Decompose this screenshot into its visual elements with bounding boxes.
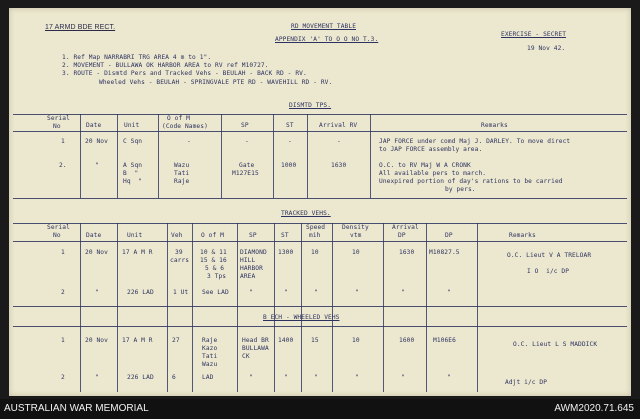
col-header: Date [86, 122, 102, 129]
section-title-tracked: TRACKED VEHS. [281, 210, 331, 217]
table-cell: " [249, 374, 253, 381]
table-cell: " [314, 289, 318, 296]
table-cell: 1400 [278, 337, 294, 344]
table-cell: 27 [172, 337, 180, 344]
col-header: vtm [350, 232, 362, 239]
col-header: O of M [201, 232, 224, 239]
col-header: Veh [171, 232, 183, 239]
col-header: (Code Names) [162, 123, 208, 130]
table-cell: - [288, 138, 292, 145]
table-cell: Hq " [123, 178, 143, 185]
table-cell: 5 & 6 [205, 265, 225, 272]
table-cell: Raje [174, 178, 190, 185]
col-header: ST [281, 232, 289, 239]
table-cell: I O i/c DP [527, 268, 570, 275]
table-cell: - [245, 138, 249, 145]
document-title: RD MOVEMENT TABLE [291, 23, 357, 30]
appendix-title: APPENDIX 'A' TO O O NO T.3. [275, 36, 379, 43]
table-cell: " [249, 289, 253, 296]
table-cell: 226 LAD [127, 374, 154, 381]
table-cell: " [95, 289, 99, 296]
table-cell: 1 [61, 249, 65, 256]
table-cell: M10827.5 [429, 249, 460, 256]
table-cell: DIAMOND [240, 249, 267, 256]
col-header: mih [309, 232, 321, 239]
table-cell: 10 [352, 337, 360, 344]
col-header: Density [342, 224, 369, 231]
table-cell: 2 [61, 289, 65, 296]
archive-name: AUSTRALIAN WAR MEMORIAL [4, 403, 149, 414]
table-cell: 10 & 11 [200, 249, 227, 256]
table-cell: - [187, 138, 191, 145]
war-diary-ref: 17 ARMD BDE RECT. [45, 24, 116, 31]
table-cell: 1 [61, 138, 65, 145]
table-cell: - [337, 138, 341, 145]
classification: EXERCISE - SECRET [501, 31, 567, 38]
document-date: 19 Nov 42. [527, 45, 566, 52]
col-header: No [53, 123, 61, 130]
table-cell: M127E15 [232, 170, 259, 177]
table-cell: " [401, 374, 405, 381]
table-cell: CK [242, 353, 250, 360]
document-page [9, 8, 631, 396]
table-cell: Kazo [202, 345, 218, 352]
table-cell: Unexpired portion of day's rations to be carried [379, 178, 563, 185]
archive-footer [0, 399, 640, 419]
col-header: SP [249, 232, 257, 239]
col-header: Serial [47, 115, 70, 122]
table-cell: " [447, 374, 451, 381]
table-cell: " [355, 374, 359, 381]
table-cell: O.C. Lieut L S MADDICK [513, 341, 598, 348]
table-cell: to JAP FORCE assembly area. [379, 146, 483, 153]
table-cell: 2 [61, 374, 65, 381]
col-header: SP [241, 122, 249, 129]
table-cell: HILL [240, 257, 256, 264]
table-cell: by pers. [445, 186, 476, 193]
table-cell: 20 Nov [85, 249, 108, 256]
col-header: Unit [124, 122, 140, 129]
table-cell: Gate [239, 162, 255, 169]
table-cell: Head BR [242, 337, 269, 344]
ref-line: Wheeled Vehs - BEULAH - SPRINGVALE PTE RD - WAVEHILL RD - RV. [99, 79, 333, 86]
table-cell: 3 Tps [207, 273, 227, 280]
table-cell: Adjt i/c DP [505, 379, 548, 386]
col-header: Remarks [509, 232, 536, 239]
table-cell: B " [123, 170, 139, 177]
archive-accession-number: AWM2020.71.645 [554, 403, 634, 414]
col-header: DP [398, 232, 406, 239]
table-cell: BULLAWA [242, 345, 269, 352]
table-cell: 1300 [278, 249, 294, 256]
col-header: Unit [127, 232, 143, 239]
table-cell: 15 [311, 337, 319, 344]
table-cell: 15 & 16 [200, 257, 227, 264]
table-cell: 2. [59, 162, 67, 169]
table-cell: " [355, 289, 359, 296]
table-cell: 1630 [399, 249, 415, 256]
table-cell: C Sqn [123, 138, 143, 145]
table-cell: 10 [352, 249, 360, 256]
col-header: Arrival [392, 224, 419, 231]
table-cell: 6 [172, 374, 176, 381]
table-cell: M106E6 [433, 337, 456, 344]
table-cell: " [95, 162, 99, 169]
col-header: No [53, 232, 61, 239]
col-header: O of M [167, 115, 190, 122]
col-header: Date [86, 232, 102, 239]
table-cell: 1 Ut [173, 289, 189, 296]
table-cell: All available pers to march. [379, 170, 487, 177]
table-cell: Tati [174, 170, 190, 177]
col-header: ST [286, 122, 294, 129]
table-cell: Wazu [174, 162, 190, 169]
section-title-dismtd: DISMTD TPS. [289, 102, 332, 109]
table-cell: " [447, 289, 451, 296]
table-cell: 17 A M R [122, 249, 153, 256]
table-cell: 39 [175, 249, 183, 256]
table-cell: " [284, 289, 288, 296]
ref-line: 3. ROUTE - Dismtd Pers and Tracked Vehs - BEULAH - BACK RD - RV. [62, 70, 307, 77]
table-cell: 1600 [399, 337, 415, 344]
col-header: Arrival RV [319, 122, 358, 129]
table-cell: 20 Nov [85, 138, 108, 145]
table-cell: HARBOR [240, 265, 263, 272]
table-cell: " [314, 374, 318, 381]
table-cell: 1630 [331, 162, 347, 169]
table-cell: carrs [170, 257, 190, 264]
ref-line: 2. MOVEMENT - BULLAWA OK HARBOR AREA to RV ref M10727. [62, 62, 269, 69]
table-cell: Wazu [202, 361, 218, 368]
table-cell: A Sqn [123, 162, 143, 169]
table-cell: Tati [202, 353, 218, 360]
table-cell: O.C. Lieut V A TRELOAR [507, 252, 592, 259]
table-cell: JAP FORCE under comd Maj J. DARLEY. To move direct [379, 138, 571, 145]
table-cell: 1 [61, 337, 65, 344]
col-header: Speed [306, 224, 326, 231]
ref-line: 1. Ref Map NARRABRI TRG AREA 4 m to 1". [62, 54, 212, 61]
table-cell: AREA [240, 273, 256, 280]
table-cell: O.C. to RV Maj W A CRONK [379, 162, 471, 169]
col-header: Serial [47, 224, 70, 231]
table-cell: 10 [311, 249, 319, 256]
table-cell: " [284, 374, 288, 381]
table-cell: Raje [202, 337, 218, 344]
table-cell: 1000 [281, 162, 297, 169]
table-cell: 17 A M R [122, 337, 153, 344]
col-header: DP [445, 232, 453, 239]
table-cell: " [401, 289, 405, 296]
table-cell: 226 LAD [127, 289, 154, 296]
table-cell: " [95, 374, 99, 381]
table-cell: See LAD [202, 289, 229, 296]
table-cell: LAD [202, 374, 214, 381]
col-header: Remarks [481, 122, 508, 129]
section-title-wheeled: B ECH - WHEELED VEHS [263, 314, 340, 321]
table-cell: 20 Nov [85, 337, 108, 344]
